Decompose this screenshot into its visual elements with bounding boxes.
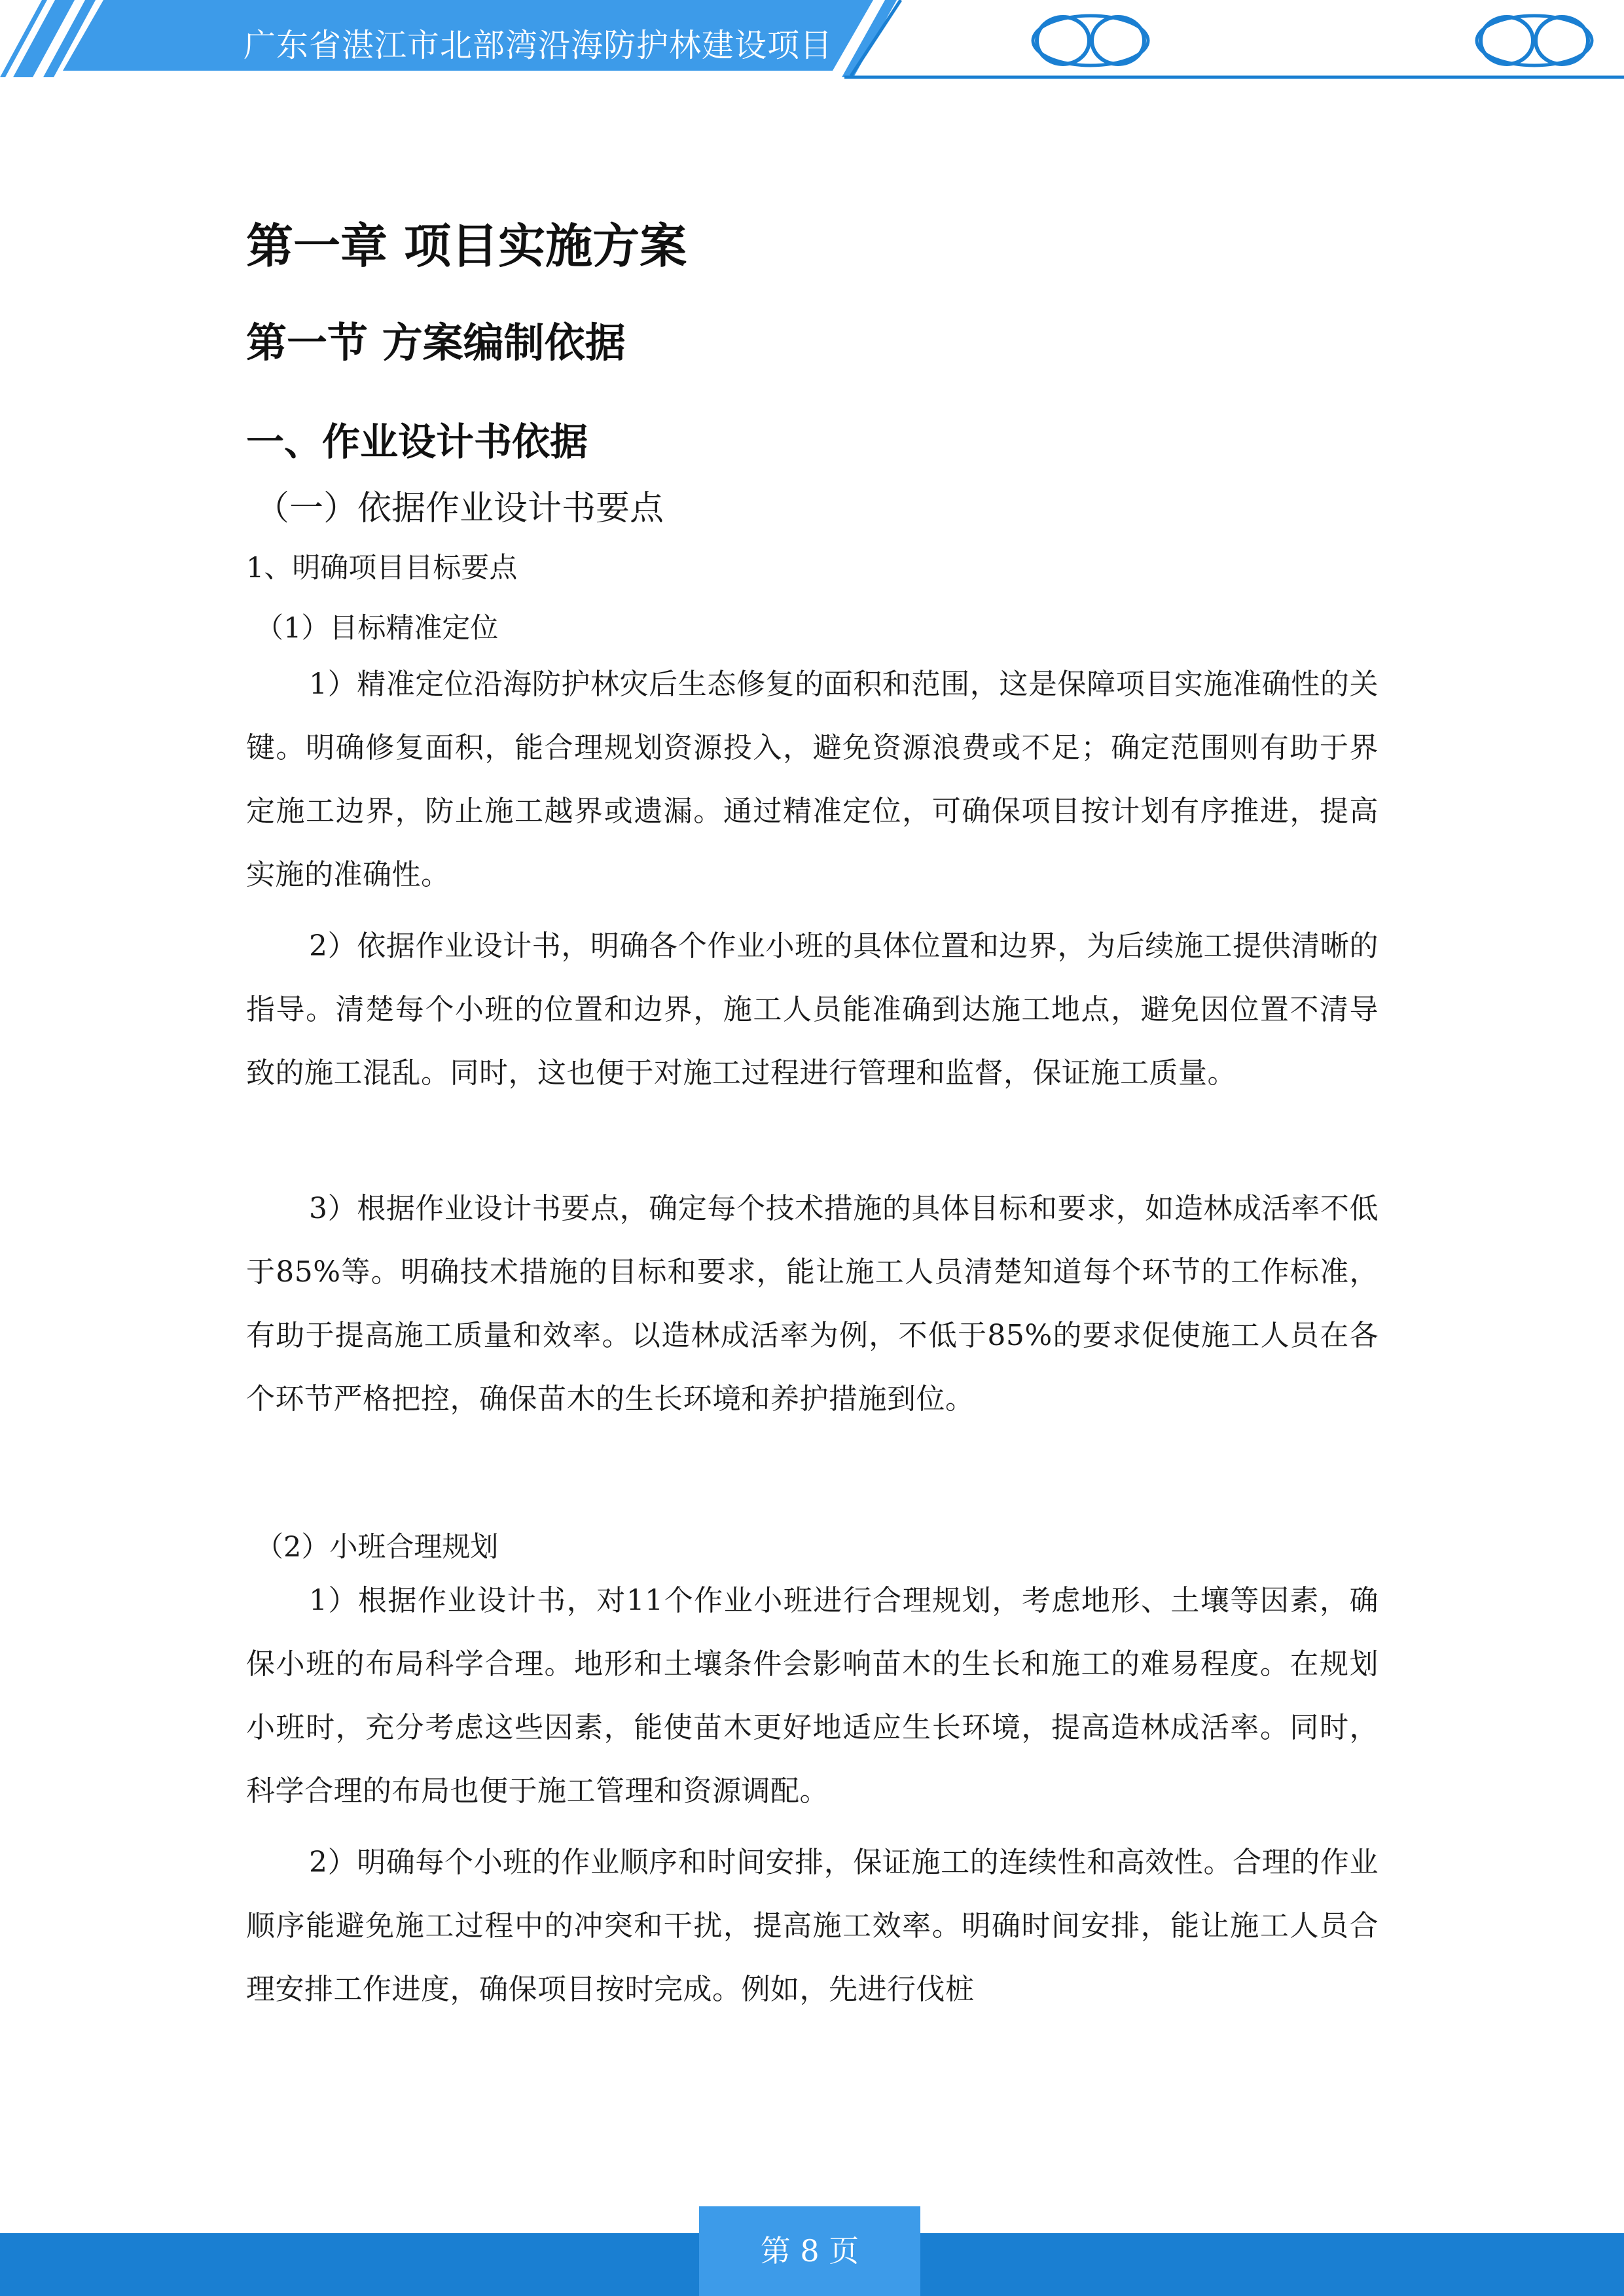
sub-heading-target: （1）目标精准定位	[255, 612, 499, 645]
paragraph: 3）根据作业设计书要点，确定每个技术措施的具体目标和要求，如造林成活率不低于85%等。明确技术措施的目标和要求，能让施工人员清楚知道每个环节的工作标准，有助于提高施工质量和效率。以造林成活率为例，不低于85%的要求促使施工人员在各个环节严格把控，确保苗木的生长环境和养护措施到位。	[246, 1192, 1379, 1416]
page-number: 第 8 页	[699, 2206, 920, 2296]
section-heading: 第一节 方案编制依据	[246, 319, 626, 367]
header-title: 广东省湛江市北部湾沿海防护林建设项目	[244, 27, 833, 64]
sub-heading-planning: （2）小班合理规划	[255, 1531, 499, 1564]
point-heading: 1、明确项目目标要点	[246, 552, 518, 584]
paragraph: 2）依据作业设计书，明确各个作业小班的具体位置和边界，为后续施工提供清晰的指导。清楚每个小班的位置和边界，施工人员能准确到达施工地点，避免因位置不清导致的施工混乱。同时，这也便于对施工过程进行管理和监督，保证施工质量。	[246, 929, 1379, 1090]
item-heading: （一）依据作业设计书要点	[255, 489, 664, 528]
chapter-heading: 第一章 项目实施方案	[246, 219, 687, 274]
subsection-heading: 一、作业设计书依据	[246, 420, 588, 464]
page-header	[0, 0, 1624, 85]
paragraph: 1）精准定位沿海防护林灾后生态修复的面积和范围，这是保障项目实施准确性的关键。明确修复面积，能合理规划资源投入，避免资源浪费或不足；确定范围则有助于界定施工边界，防止施工越界或遗漏。通过精准定位，可确保项目按计划有序推进，提高实施的准确性。	[246, 668, 1379, 891]
paragraph: 2）明确每个小班的作业顺序和时间安排，保证施工的连续性和高效性。合理的作业顺序能避免施工过程中的冲突和干扰，提高施工效率。明确时间安排，能让施工人员合理安排工作进度，确保项目按时完成。例如，先进行伐桩	[246, 1846, 1379, 2006]
paragraph: 1）根据作业设计书，对11个作业小班进行合理规划，考虑地形、土壤等因素，确保小班的布局科学合理。地形和土壤条件会影响苗木的生长和施工的难易程度。在规划小班时，充分考虑这些因素，能使苗木更好地适应生长环境，提高造林成活率。同时，科学合理的布局也便于施工管理和资源调配。	[246, 1584, 1379, 1808]
